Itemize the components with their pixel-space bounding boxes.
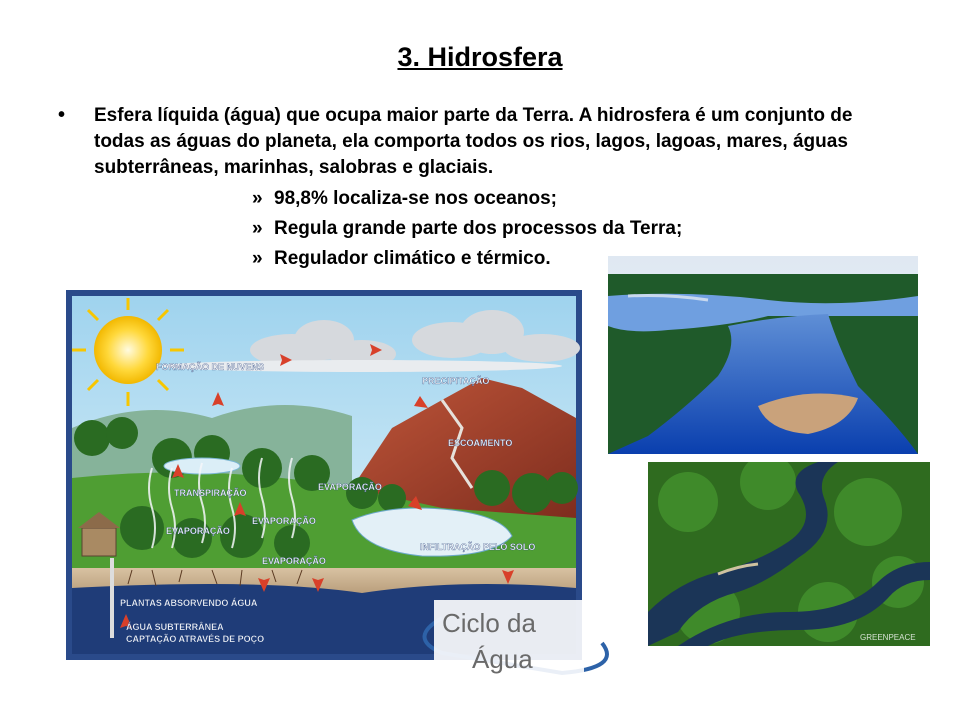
- sub-item-climate: [252, 248, 551, 270]
- label-precipitation: PRECIPITAÇÃO: [422, 376, 490, 386]
- cycle-title-line2: Água: [472, 644, 533, 674]
- sub-item-label: Regula grande parte dos processos da Terra;: [274, 218, 683, 239]
- label-evaporation: EVAPORAÇÃO: [262, 556, 326, 566]
- sub-item-processes: [252, 218, 682, 240]
- sub-item-label: Regulador climático e térmico.: [274, 248, 551, 269]
- sub-marker: »: [252, 188, 263, 209]
- label-well-capture: CAPTAÇÃO ATRAVÉS DE POÇO: [126, 634, 265, 644]
- slide-title: 3. Hidrosfera: [397, 42, 563, 72]
- sub-marker: »: [252, 218, 263, 239]
- label-evaporation: EVAPORAÇÃO: [318, 482, 382, 492]
- river-photo-wide: [608, 256, 918, 454]
- label-cloud-formation: FORMAÇÃO DE NUVENS: [156, 362, 265, 372]
- label-plants-absorbing: PLANTAS ABSORVENDO ÁGUA: [120, 598, 258, 608]
- sub-marker: »: [252, 248, 263, 269]
- watermark-text: GREENPEACE: [860, 633, 916, 642]
- label-transpiration: TRANSPIRAÇÃO: [174, 488, 247, 498]
- label-groundwater: ÁGUA SUBTERRÂNEA: [126, 622, 224, 632]
- label-evaporation: EVAPORAÇÃO: [252, 516, 316, 526]
- sub-item-oceans: [252, 188, 557, 210]
- river-photo-meander: [648, 462, 930, 646]
- bullet-marker: •: [58, 104, 66, 126]
- bullet-paragraph: Esfera líquida (água) que ocupa maior parte da Terra. A hidrosfera é um conjunto de todas as águas do planeta, ela comporta todos os rios, lagos, lagoas, mares, águas subterrâneas, marinhas, salobras e glaciais.: [94, 105, 853, 178]
- cycle-title-line1: Ciclo da: [442, 608, 536, 638]
- label-infiltration: INFILTRAÇÃO PELO SOLO: [420, 542, 536, 552]
- sub-item-label: 98,8% localiza-se nos oceanos;: [274, 188, 558, 209]
- water-cycle-diagram: [62, 288, 634, 686]
- label-evaporation: EVAPORAÇÃO: [166, 526, 230, 536]
- label-runoff: ESCOAMENTO: [448, 438, 513, 448]
